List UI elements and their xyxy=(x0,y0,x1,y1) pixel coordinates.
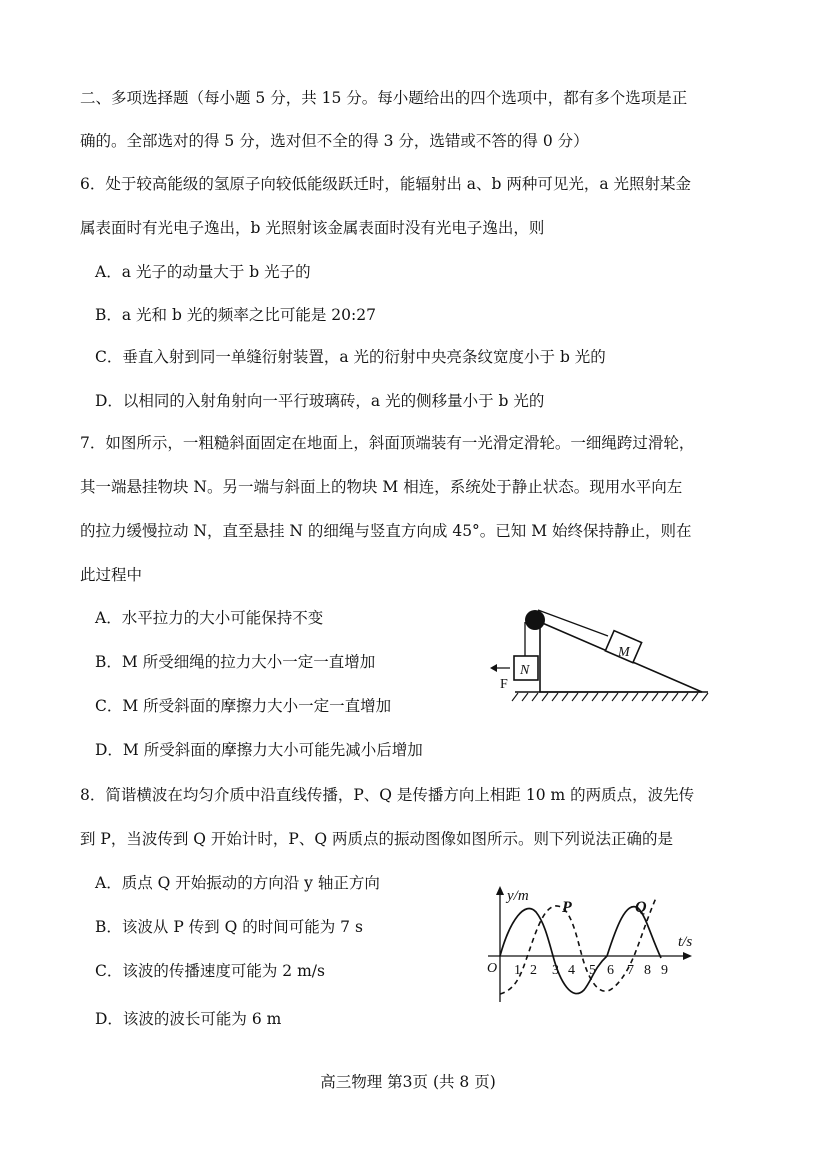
q6-option-a: A．a 光子的动量大于 b 光子的 xyxy=(95,263,311,281)
q6-option-c: C．垂直入射到同一单缝衍射装置，a 光的衍射中央亮条纹宽度小于 b 光的 xyxy=(95,348,606,366)
q8-option-c: C．该波的传播速度可能为 2 m/s xyxy=(95,962,325,980)
force-arrowhead xyxy=(490,664,497,672)
curve-p xyxy=(500,898,656,994)
q7-option-b: B．M 所受细绳的拉力大小一定一直增加 xyxy=(95,653,376,671)
x-tick-2: 2 xyxy=(530,963,537,978)
q6-stem-line2: 属表面时有光电子逸出，b 光照射该金属表面时没有光电子逸出，则 xyxy=(80,219,545,237)
x-tick-9: 9 xyxy=(661,963,668,978)
q8-stem-line2: 到 P，当波传到 Q 开始计时，P、Q 两质点的振动图像如图所示。则下列说法正确的是 xyxy=(80,830,673,848)
x-tick-labels xyxy=(514,963,668,978)
origin-label: O xyxy=(487,961,498,976)
section-header-line2: 确的。全部选对的得 5 分，选对但不全的得 3 分，选错或不答的得 0 分） xyxy=(80,132,589,150)
pulley xyxy=(525,610,545,630)
page-footer: 高三物理 第3页 (共 8 页) xyxy=(320,1073,496,1091)
x-tick-1: 1 xyxy=(514,963,521,978)
x-tick-6: 6 xyxy=(607,963,614,978)
block-n-label: N xyxy=(520,663,530,678)
curve-q-label: Q xyxy=(635,899,647,916)
q6-option-b: B．a 光和 b 光的频率之比可能是 20:27 xyxy=(95,306,376,324)
q7-option-a: A．水平拉力的大小可能保持不变 xyxy=(95,609,324,627)
q7-option-d: D．M 所受斜面的摩擦力大小可能先减小后增加 xyxy=(95,741,423,759)
q8-option-a: A．质点 Q 开始振动的方向沿 y 轴正方向 xyxy=(95,874,380,892)
q8-option-d: D．该波的波长可能为 6 m xyxy=(95,1010,282,1028)
y-axis-label: y/m xyxy=(507,888,529,904)
q8-option-b: B．该波从 P 传到 Q 的时间可能为 7 s xyxy=(95,918,363,936)
x-tick-5: 5 xyxy=(589,963,596,978)
force-label: F xyxy=(500,677,508,692)
x-tick-8: 8 xyxy=(644,963,651,978)
y-axis-arrow xyxy=(496,886,504,895)
x-tick-4: 4 xyxy=(568,963,575,978)
x-axis-label: t/s xyxy=(678,934,693,950)
q7-option-c: C．M 所受斜面的摩擦力大小一定一直增加 xyxy=(95,697,392,715)
q7-stem-line1: 7．如图所示，一粗糙斜面固定在地面上，斜面顶端装有一光滑定滑轮。一细绳跨过滑轮， xyxy=(80,434,695,452)
block-m-label: M xyxy=(618,645,630,660)
x-tick-3: 3 xyxy=(552,963,559,978)
curve-p-label: P xyxy=(562,899,572,916)
rope-to-m xyxy=(538,610,608,636)
ground-hatching xyxy=(512,693,708,701)
q6-stem-line1: 6．处于较高能级的氢原子向较低能级跃迁时，能辐射出 a、b 两种可见光，a 光照射某金 xyxy=(80,175,692,193)
vibration-graph xyxy=(480,878,710,1008)
q7-stem-line2: 其一端悬挂物块 N。另一端与斜面上的物块 M 相连，系统处于静止状态。现用水平向左 xyxy=(80,478,683,496)
x-tick-7: 7 xyxy=(627,963,634,978)
section-header-line1: 二、多项选择题（每小题 5 分，共 15 分。每小题给出的四个选项中，都有多个选项是正 xyxy=(80,89,688,107)
x-axis-arrow xyxy=(683,952,692,960)
incline-pulley-figure xyxy=(480,600,720,715)
q7-stem-line3: 的拉力缓慢拉动 N，直至悬挂 N 的细绳与竖直方向成 45°。已知 M 始终保持静止，则在 xyxy=(80,522,692,540)
q7-stem-line4: 此过程中 xyxy=(80,566,143,584)
q8-stem-line1: 8．简谐横波在均匀介质中沿直线传播，P、Q 是传播方向上相距 10 m 的两质点，波先传 xyxy=(80,786,695,804)
q6-option-d: D．以相同的入射角射向一平行玻璃砖，a 光的侧移量小于 b 光的 xyxy=(95,392,545,410)
